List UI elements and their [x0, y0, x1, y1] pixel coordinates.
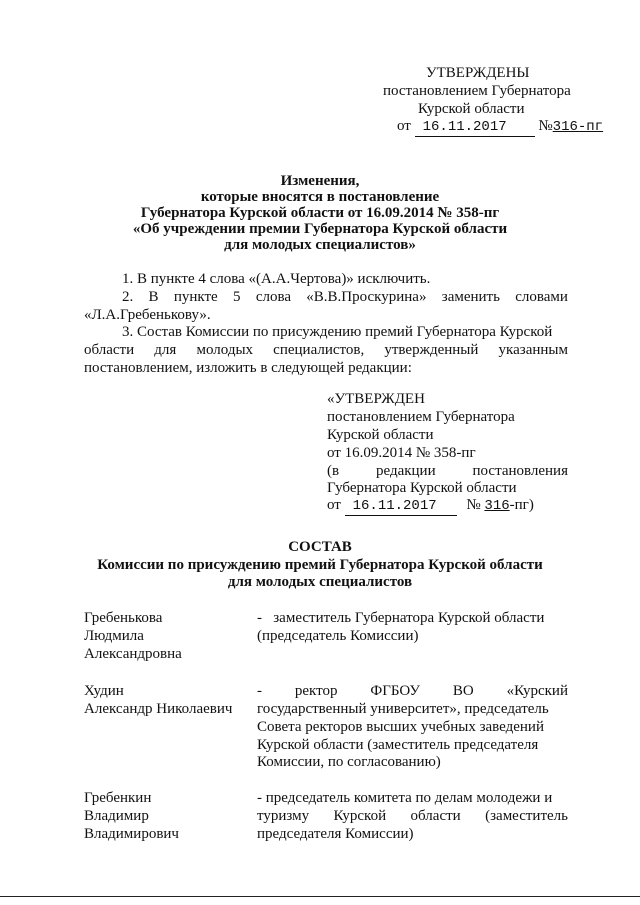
member-name-line: Владимир [84, 808, 149, 824]
approval-number-prefix: № [538, 118, 553, 134]
member-name-line: Гребенкин [84, 790, 152, 806]
member-role-word: «Курский [506, 683, 568, 699]
item-2-word: пункте [173, 289, 218, 305]
member-name-line: Людмила [84, 628, 144, 644]
inner-approval-title: «УТВЕРЖДЕН [327, 391, 425, 407]
item-2-word: 2. [122, 289, 134, 305]
item-2-word: 5 [233, 289, 241, 305]
approval-date-prefix: от [397, 118, 411, 134]
member-role-line: туризму Курской области (заместитель [257, 808, 568, 824]
inner-approval-line-2: Курской области [327, 427, 434, 443]
heading-line-2: которые вносятся в постановление [200, 189, 440, 205]
inner-approval-line-5: Губернатора Курской области [327, 480, 517, 496]
item-3-word: утвержденный [384, 342, 479, 358]
member-name-line: Худин [84, 683, 124, 699]
member-role-word: ФГБОУ [370, 683, 421, 699]
composition-subtitle-2: для молодых специалистов [227, 574, 413, 590]
member-name-line: Александр Николаевич [84, 701, 233, 717]
inner-approval-word: (в [327, 463, 340, 479]
item-3-word: для [154, 342, 177, 358]
item-2-word: словами [515, 289, 568, 305]
inner-approval-date-line [327, 496, 534, 516]
member-role-line [257, 682, 568, 700]
heading-line-5: для молодых специалистов» [224, 237, 416, 253]
approval-date: 16.11.2017 [415, 118, 535, 137]
member-role-line: Совета ректоров высших учебных заведений [257, 719, 544, 735]
approval-line-2: Курской области [418, 101, 525, 117]
item-1: 1. В пункте 4 слова «(А.А.Чертова)» исключить. [122, 271, 431, 287]
member-role-line: государственный университет», председатель [257, 701, 549, 717]
heading-line-3: Губернатора Курской области от 16.09.2014 № 358-пг [140, 205, 500, 221]
page-bottom-edge [0, 896, 640, 897]
heading-line-1: Изменения, [280, 173, 360, 189]
member-name-line: Владимирович [84, 826, 179, 842]
member-role-line: - председатель комитета по делам молодежи и [257, 790, 553, 806]
inner-approval-line-4 [327, 462, 568, 480]
inner-approval-date-prefix: от [327, 497, 341, 513]
composition-subtitle-1: Комиссии по присуждению премий Губернатора Курской области [97, 557, 543, 573]
item-3-word: указанным [498, 342, 568, 358]
member-name-line: Гребенькова [84, 610, 163, 626]
member-role-word: - [257, 683, 262, 699]
inner-approval-line-3: от 16.09.2014 № 358-пг [327, 445, 476, 461]
approval-line-1: постановлением Губернатора [383, 83, 571, 99]
member-role-line: - заместитель Губернатора Курской области [257, 610, 545, 626]
approval-date-line [397, 117, 603, 137]
item-3-line-2 [84, 341, 568, 359]
item-2-word: «В.В.Проскурина» [306, 289, 427, 305]
heading-line-4: «Об учреждении премии Губернатора Курской области [132, 221, 508, 237]
member-role-line: председателя Комиссии) [257, 826, 414, 842]
inner-approval-line-1: постановлением Губернатора [327, 409, 515, 425]
item-2-line-2: «Л.А.Гребенькову». [84, 307, 211, 323]
member-role-word: ВО [452, 683, 474, 699]
item-2-word: заменить [441, 289, 500, 305]
composition-title: СОСТАВ [288, 539, 352, 555]
item-2-word: слова [255, 289, 291, 305]
item-3-line-1: 3. Состав Комиссии по присуждению премий Губернатора Курской [122, 324, 553, 340]
inner-approval-number-prefix: № [466, 497, 481, 513]
item-2-line-1 [122, 288, 568, 306]
inner-approval-suffix: -пг) [509, 497, 534, 513]
inner-approval-number: 316 [484, 498, 510, 514]
member-name-line: Александровна [84, 646, 182, 662]
item-3-line-3: постановлением, изложить в следующей редакции: [84, 360, 412, 376]
approval-number: 316-пг [552, 119, 604, 135]
item-3-word: молодых [196, 342, 254, 358]
inner-approval-word: редакции [375, 463, 436, 479]
member-role-line: (председатель Комиссии) [257, 628, 419, 644]
item-2-word: В [148, 289, 159, 305]
member-role-line: Комиссии, по согласованию) [257, 754, 441, 770]
inner-approval-word: постановления [472, 463, 568, 479]
approval-title: УТВЕРЖДЕНЫ [426, 65, 530, 81]
item-3-word: области [84, 342, 135, 358]
item-3-word: специалистов, [273, 342, 365, 358]
member-role-word: ректор [294, 683, 338, 699]
member-role-line: Курской области (заместитель председателя [257, 737, 539, 753]
inner-approval-date: 16.11.2017 [345, 497, 457, 516]
